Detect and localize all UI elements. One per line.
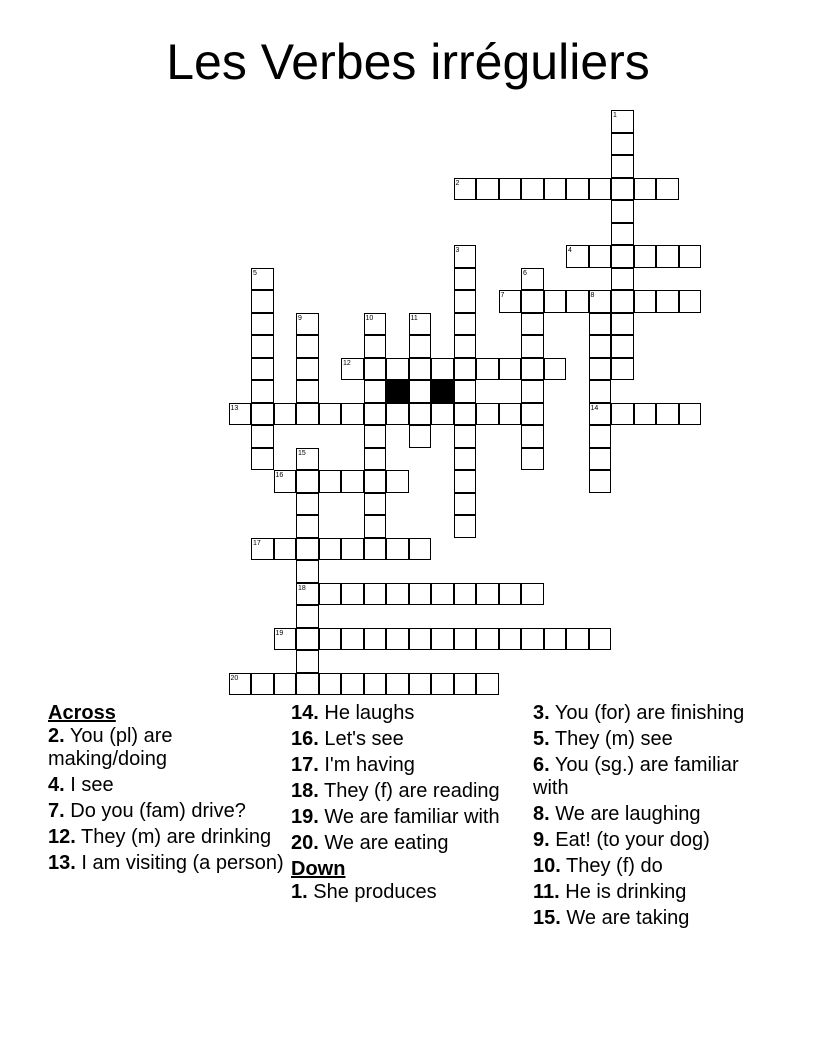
grid-cell[interactable] bbox=[296, 403, 319, 426]
clue-number-label: 3 bbox=[455, 247, 460, 254]
grid-cell[interactable] bbox=[611, 155, 634, 178]
grid-cell[interactable] bbox=[274, 403, 297, 426]
clue-item: 4. I see bbox=[48, 774, 114, 796]
grid-cell[interactable] bbox=[589, 335, 612, 358]
puzzle-title: Les Verbes irréguliers bbox=[166, 34, 650, 90]
grid-cell[interactable] bbox=[611, 313, 634, 336]
grid-cell[interactable] bbox=[611, 223, 634, 246]
clue-item: 8. We are laughing bbox=[533, 803, 701, 825]
grid-cell[interactable] bbox=[296, 493, 319, 516]
grid-cell[interactable] bbox=[454, 178, 477, 201]
grid-cell[interactable] bbox=[521, 313, 544, 336]
grid-cell[interactable] bbox=[296, 628, 319, 651]
grid-cell[interactable] bbox=[656, 290, 679, 313]
grid-cell[interactable] bbox=[386, 538, 409, 561]
down-clue-list bbox=[533, 702, 769, 930]
clue-number: 13. bbox=[48, 852, 76, 874]
grid-cell[interactable] bbox=[566, 245, 589, 268]
grid-cell[interactable] bbox=[611, 358, 634, 381]
grid-cell[interactable] bbox=[544, 358, 567, 381]
grid-cell[interactable] bbox=[319, 583, 342, 606]
grid-cell[interactable] bbox=[499, 358, 522, 381]
grid-cell[interactable] bbox=[409, 358, 432, 381]
grid-cell[interactable] bbox=[476, 178, 499, 201]
grid-cell[interactable] bbox=[319, 403, 342, 426]
grid-cell[interactable] bbox=[386, 358, 409, 381]
grid-cell[interactable] bbox=[589, 313, 612, 336]
clue-item: 10. They (f) do bbox=[533, 855, 663, 877]
grid-cell[interactable] bbox=[634, 403, 657, 426]
black-cell bbox=[386, 380, 409, 403]
clue-number: 9. bbox=[533, 829, 550, 851]
grid-cell[interactable] bbox=[521, 268, 544, 291]
grid-cell[interactable] bbox=[454, 583, 477, 606]
grid-cell[interactable] bbox=[431, 358, 454, 381]
clue-number: 7. bbox=[48, 800, 65, 822]
grid-cell[interactable] bbox=[454, 358, 477, 381]
clue-number-label: 16 bbox=[275, 472, 284, 479]
grid-cell[interactable] bbox=[476, 583, 499, 606]
grid-cell[interactable] bbox=[589, 403, 612, 426]
grid-cell[interactable] bbox=[341, 673, 364, 696]
clue-number-label: 1 bbox=[613, 112, 617, 119]
grid-cell[interactable] bbox=[251, 448, 274, 471]
grid-cell[interactable] bbox=[386, 628, 409, 651]
clue-item: 17. I'm having bbox=[291, 754, 415, 776]
grid-cell[interactable] bbox=[521, 425, 544, 448]
grid-cell[interactable] bbox=[431, 628, 454, 651]
grid-cell[interactable] bbox=[274, 470, 297, 493]
grid-cell[interactable] bbox=[454, 673, 477, 696]
grid-cell[interactable] bbox=[611, 110, 634, 133]
grid-cell[interactable] bbox=[454, 448, 477, 471]
grid-cell[interactable] bbox=[296, 380, 319, 403]
grid-cell[interactable] bbox=[274, 628, 297, 651]
grid-cell[interactable] bbox=[319, 470, 342, 493]
grid-cell[interactable] bbox=[364, 425, 387, 448]
grid-cell[interactable] bbox=[409, 673, 432, 696]
clue-number: 19. bbox=[291, 806, 319, 828]
grid-cell[interactable] bbox=[296, 358, 319, 381]
grid-cell[interactable] bbox=[476, 628, 499, 651]
grid-cell[interactable] bbox=[454, 245, 477, 268]
grid-cell[interactable] bbox=[409, 403, 432, 426]
clue-number-label: 14 bbox=[590, 404, 599, 412]
grid-cell[interactable] bbox=[589, 470, 612, 493]
grid-cell[interactable] bbox=[341, 538, 364, 561]
grid-cell[interactable] bbox=[364, 628, 387, 651]
grid-cell[interactable] bbox=[521, 628, 544, 651]
grid-cell[interactable] bbox=[364, 380, 387, 403]
grid-cell[interactable] bbox=[476, 673, 499, 696]
across-clue-list bbox=[48, 725, 284, 875]
grid-cell[interactable] bbox=[364, 448, 387, 471]
clue-number: 14. bbox=[291, 702, 319, 724]
clue-item: 3. You (for) are finishing bbox=[533, 702, 745, 724]
grid-cell[interactable] bbox=[454, 493, 477, 516]
grid-cell[interactable] bbox=[499, 628, 522, 651]
grid-cell[interactable] bbox=[521, 358, 544, 381]
clue-number: 10. bbox=[533, 855, 561, 877]
grid-cell[interactable] bbox=[611, 403, 634, 426]
grid-cell[interactable] bbox=[521, 335, 544, 358]
clue-number: 20. bbox=[291, 832, 319, 854]
grid-cell[interactable] bbox=[364, 358, 387, 381]
grid-cell[interactable] bbox=[341, 628, 364, 651]
grid-cell[interactable] bbox=[251, 425, 274, 448]
clue-item: 15. We are taking bbox=[533, 907, 690, 929]
clue-item: 14. He laughs bbox=[291, 702, 415, 724]
clue-item: 9. Eat! (to your dog) bbox=[533, 829, 710, 851]
grid-cell[interactable] bbox=[409, 335, 432, 358]
grid-cell[interactable] bbox=[589, 628, 612, 651]
grid-cell[interactable] bbox=[544, 178, 567, 201]
grid-cell[interactable] bbox=[341, 403, 364, 426]
grid-cell[interactable] bbox=[296, 560, 319, 583]
clue-number-label: 12 bbox=[343, 359, 351, 367]
grid-cell[interactable] bbox=[364, 335, 387, 358]
grid-cell[interactable] bbox=[364, 583, 387, 606]
grid-cell[interactable] bbox=[409, 628, 432, 651]
grid-cell[interactable] bbox=[386, 470, 409, 493]
grid-cell[interactable] bbox=[454, 470, 477, 493]
grid-cell[interactable] bbox=[611, 268, 634, 291]
grid-cell[interactable] bbox=[454, 335, 477, 358]
clue-item: 19. We are familiar with bbox=[291, 806, 500, 828]
clue-number: 6. bbox=[533, 754, 550, 776]
clue-number-label: 4 bbox=[568, 247, 572, 254]
clues-column-1 bbox=[48, 702, 284, 878]
grid-cell[interactable] bbox=[341, 583, 364, 606]
grid-cell[interactable] bbox=[589, 178, 612, 201]
clue-item: 18. They (f) are reading bbox=[291, 780, 500, 802]
grid-cell[interactable] bbox=[409, 380, 432, 403]
grid-cell[interactable] bbox=[274, 673, 297, 696]
clue-item: 2. You (pl) are making/doing bbox=[48, 725, 173, 770]
clue-number-label: 2 bbox=[455, 179, 460, 187]
grid-cell[interactable] bbox=[679, 290, 702, 313]
grid-cell[interactable] bbox=[296, 605, 319, 628]
grid-cell[interactable] bbox=[409, 313, 432, 336]
grid-cell[interactable] bbox=[251, 313, 274, 336]
grid-cell[interactable] bbox=[454, 380, 477, 403]
clue-item: 20. We are eating bbox=[291, 832, 449, 854]
grid-cell[interactable] bbox=[544, 290, 567, 313]
grid-cell[interactable] bbox=[251, 290, 274, 313]
grid-cell[interactable] bbox=[521, 403, 544, 426]
grid-cell[interactable] bbox=[274, 538, 297, 561]
grid-cell[interactable] bbox=[499, 178, 522, 201]
grid-cell[interactable] bbox=[589, 448, 612, 471]
grid-cell[interactable] bbox=[409, 538, 432, 561]
clue-number-label: 9 bbox=[298, 314, 302, 322]
clue-item: 12. They (m) are drinking bbox=[48, 826, 272, 848]
grid-cell[interactable] bbox=[319, 628, 342, 651]
black-cell bbox=[431, 380, 454, 403]
clue-number-label: 15 bbox=[298, 449, 306, 457]
clues-column-3 bbox=[533, 702, 769, 933]
grid-cell[interactable] bbox=[229, 673, 252, 696]
clue-item: 5. They (m) see bbox=[533, 728, 673, 750]
grid-cell[interactable] bbox=[566, 290, 589, 313]
grid-cell[interactable] bbox=[319, 673, 342, 696]
grid-cell[interactable] bbox=[566, 628, 589, 651]
grid-cell[interactable] bbox=[296, 515, 319, 538]
grid-cell[interactable] bbox=[296, 448, 319, 471]
grid-cell[interactable] bbox=[521, 583, 544, 606]
grid-cell[interactable] bbox=[521, 178, 544, 201]
grid-cell[interactable] bbox=[296, 650, 319, 673]
grid-cell[interactable] bbox=[296, 538, 319, 561]
clues-column-2 bbox=[291, 702, 527, 907]
clue-item: 11. He is drinking bbox=[533, 881, 687, 903]
grid-cell[interactable] bbox=[296, 470, 319, 493]
grid-cell[interactable] bbox=[521, 380, 544, 403]
grid-cell[interactable] bbox=[521, 290, 544, 313]
grid-cell[interactable] bbox=[656, 245, 679, 268]
clue-number: 2. bbox=[48, 725, 65, 747]
grid-cell[interactable] bbox=[589, 245, 612, 268]
grid-cell[interactable] bbox=[611, 200, 634, 223]
grid-cell[interactable] bbox=[454, 268, 477, 291]
grid-cell[interactable] bbox=[566, 178, 589, 201]
clue-number: 16. bbox=[291, 728, 319, 750]
grid-cell[interactable] bbox=[341, 470, 364, 493]
clue-item: 6. You (sg.) are familiar with bbox=[533, 754, 739, 799]
grid-cell[interactable] bbox=[476, 358, 499, 381]
grid-cell[interactable] bbox=[364, 515, 387, 538]
clue-number: 1. bbox=[291, 881, 308, 903]
grid-cell[interactable] bbox=[634, 245, 657, 268]
grid-cell[interactable] bbox=[634, 178, 657, 201]
grid-cell[interactable] bbox=[656, 403, 679, 426]
clue-number-label: 10 bbox=[365, 314, 374, 322]
clue-item: 13. I am visiting (a person) bbox=[48, 852, 284, 874]
grid-cell[interactable] bbox=[251, 335, 274, 358]
grid-cell[interactable] bbox=[251, 358, 274, 381]
clue-item: 7. Do you (fam) drive? bbox=[48, 800, 246, 822]
grid-cell[interactable] bbox=[611, 245, 634, 268]
grid-cell[interactable] bbox=[364, 470, 387, 493]
grid-cell[interactable] bbox=[364, 403, 387, 426]
clue-number-label: 17 bbox=[253, 539, 261, 547]
grid-cell[interactable] bbox=[589, 290, 612, 313]
grid-cell[interactable] bbox=[431, 583, 454, 606]
clue-number-label: 5 bbox=[253, 269, 257, 277]
grid-cell[interactable] bbox=[409, 583, 432, 606]
down-heading: Down bbox=[291, 858, 346, 880]
grid-cell[interactable] bbox=[679, 403, 702, 426]
grid-cell[interactable] bbox=[296, 673, 319, 696]
grid-cell[interactable] bbox=[296, 583, 319, 606]
grid-cell[interactable] bbox=[229, 403, 252, 426]
grid-cell[interactable] bbox=[454, 628, 477, 651]
grid-cell[interactable] bbox=[386, 403, 409, 426]
grid-cell[interactable] bbox=[679, 245, 702, 268]
clue-number: 3. bbox=[533, 702, 550, 724]
grid-cell[interactable] bbox=[409, 425, 432, 448]
across-clue-list bbox=[291, 702, 527, 855]
clue-number: 5. bbox=[533, 728, 550, 750]
clue-number: 4. bbox=[48, 774, 65, 796]
clue-number-label: 8 bbox=[590, 292, 595, 299]
grid-cell[interactable] bbox=[319, 538, 342, 561]
grid-cell[interactable] bbox=[499, 290, 522, 313]
grid-cell[interactable] bbox=[251, 380, 274, 403]
grid-cell[interactable] bbox=[364, 538, 387, 561]
grid-cell[interactable] bbox=[589, 425, 612, 448]
clue-number-label: 11 bbox=[410, 314, 418, 322]
clue-number: 12. bbox=[48, 826, 76, 848]
grid-cell[interactable] bbox=[521, 448, 544, 471]
across-heading: Across bbox=[48, 702, 116, 724]
clue-number-label: 13 bbox=[230, 404, 239, 412]
grid-cell[interactable] bbox=[364, 493, 387, 516]
grid-cell[interactable] bbox=[454, 313, 477, 336]
grid-cell[interactable] bbox=[454, 425, 477, 448]
grid-cell[interactable] bbox=[611, 178, 634, 201]
grid-cell[interactable] bbox=[454, 403, 477, 426]
grid-cell[interactable] bbox=[386, 583, 409, 606]
grid-cell[interactable] bbox=[611, 335, 634, 358]
grid-cell[interactable] bbox=[499, 583, 522, 606]
down-clue-list bbox=[291, 881, 527, 904]
grid-cell[interactable] bbox=[476, 403, 499, 426]
grid-cell[interactable] bbox=[296, 313, 319, 336]
clue-item: 1. She produces bbox=[291, 881, 437, 903]
grid-cell[interactable] bbox=[634, 290, 657, 313]
grid-cell[interactable] bbox=[611, 290, 634, 313]
clue-number: 18. bbox=[291, 780, 319, 802]
grid-cell[interactable] bbox=[611, 133, 634, 156]
grid-cell[interactable] bbox=[251, 673, 274, 696]
clue-number: 15. bbox=[533, 907, 561, 929]
clue-item: 16. Let's see bbox=[291, 728, 404, 750]
grid-cell[interactable] bbox=[251, 403, 274, 426]
grid-cell[interactable] bbox=[341, 358, 364, 381]
grid-cell[interactable] bbox=[544, 628, 567, 651]
clue-number: 8. bbox=[533, 803, 550, 825]
grid-cell[interactable] bbox=[431, 673, 454, 696]
grid-cell[interactable] bbox=[364, 673, 387, 696]
grid-cell[interactable] bbox=[454, 290, 477, 313]
grid-cell[interactable] bbox=[589, 358, 612, 381]
grid-cell[interactable] bbox=[589, 380, 612, 403]
grid-cell[interactable] bbox=[499, 403, 522, 426]
clue-number: 11. bbox=[533, 881, 560, 903]
grid-cell[interactable] bbox=[454, 515, 477, 538]
grid-cell[interactable] bbox=[656, 178, 679, 201]
clue-number: 17. bbox=[291, 754, 319, 776]
clue-number-label: 18 bbox=[298, 584, 306, 592]
grid-cell[interactable] bbox=[251, 538, 274, 561]
grid-cell[interactable] bbox=[431, 403, 454, 426]
clue-number-label: 19 bbox=[275, 629, 284, 637]
grid-cell[interactable] bbox=[364, 313, 387, 336]
grid-cell[interactable] bbox=[251, 268, 274, 291]
clue-number-label: 6 bbox=[523, 269, 527, 277]
clue-number-label: 20 bbox=[230, 674, 239, 682]
grid-cell[interactable] bbox=[386, 673, 409, 696]
grid-cell[interactable] bbox=[296, 335, 319, 358]
clue-number-label: 7 bbox=[500, 292, 505, 299]
